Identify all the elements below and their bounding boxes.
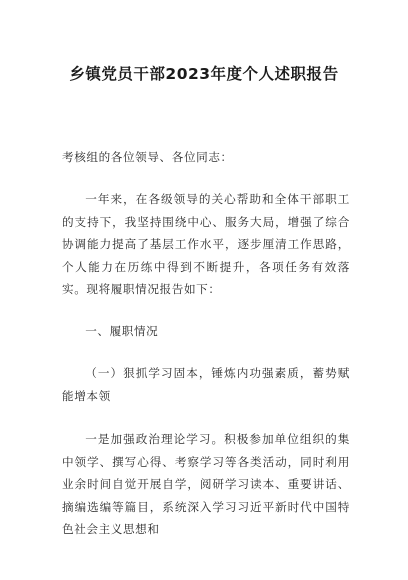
salutation: 考核组的各位领导、各位同志： <box>62 150 233 164</box>
subsection-heading: （一）狠抓学习固本，锤炼内功强素质，蓄势赋能增本领 <box>62 366 350 403</box>
paragraph-intro: 一年来，在各级领导的关心帮助和全体干部职工的支持下，我坚持围绕中心、服务大局，增强了综合协调能力提高了基层工作水平，逐步厘清工作思路，个人能力在历练中得到不断提升，各项任务有效落实。现将履职情况报告如下： <box>62 192 350 296</box>
paragraph-study: 一是加强政治理论学习。积极参加单位组织的集中领学、撰写心得、考察学习等各类活动，同时利用业余时间自觉开展自学，阅研学习读本、重要讲话、摘编选编等篇目，系统深入学习习近平新时代中国特色社会主义思想和 <box>62 432 350 536</box>
section-heading: 一、履职情况 <box>85 324 159 338</box>
document-title: 乡镇党员干部2023年度个人述职报告 <box>69 65 339 83</box>
